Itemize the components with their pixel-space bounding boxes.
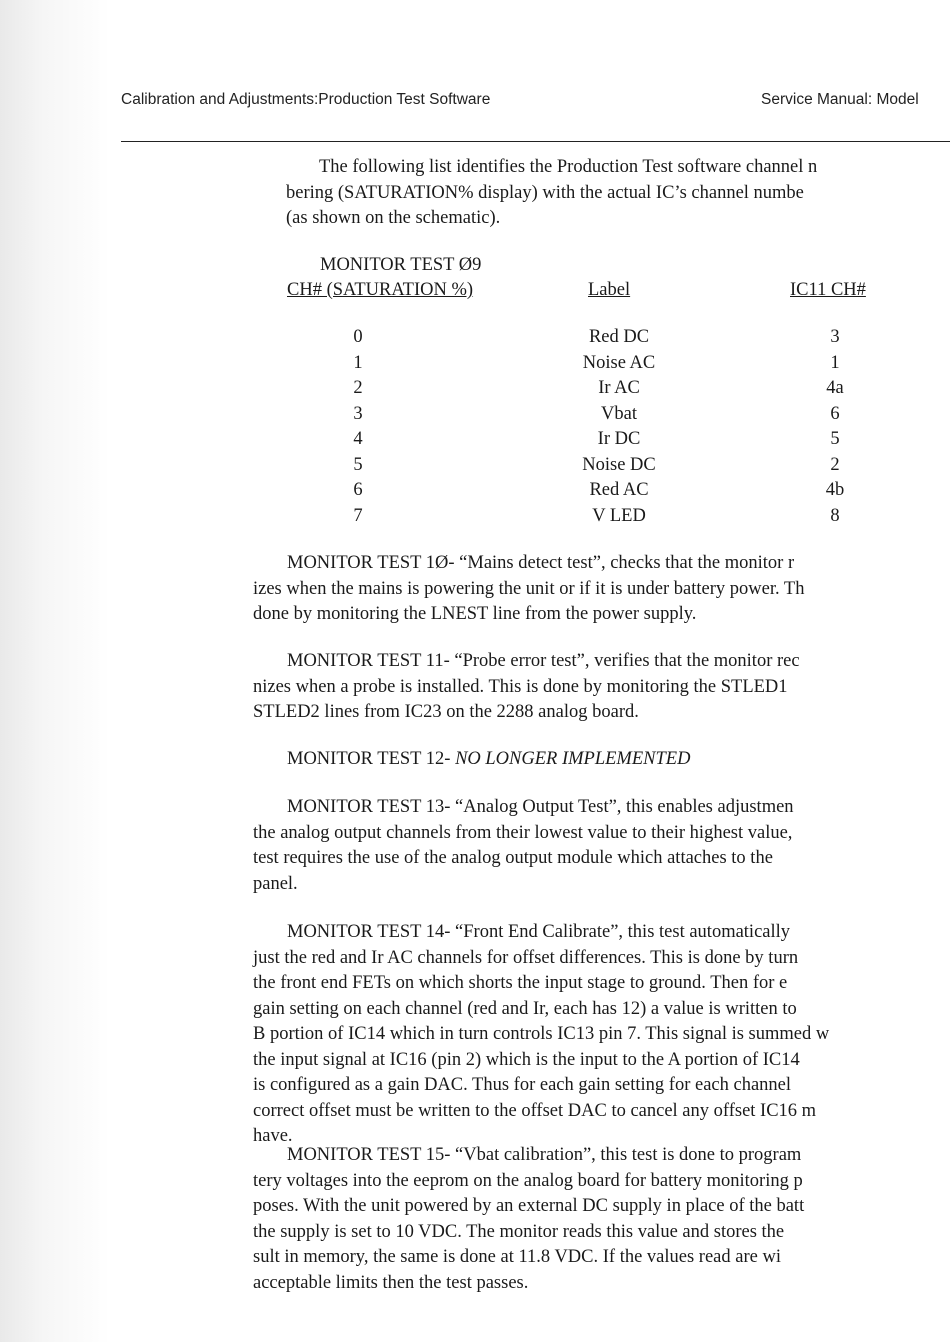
table-cell: Noise DC — [582, 454, 656, 475]
text-line: tery voltages into the eeprom on the analog board for battery monitoring p — [253, 1170, 803, 1191]
page-shadow — [0, 0, 110, 1342]
text-line: the input signal at IC16 (pin 2) which is the input to the A portion of IC14 — [253, 1049, 800, 1070]
table-cell: Red AC — [589, 480, 649, 500]
column-label — [558, 325, 680, 529]
text-line: the supply is set to 10 VDC. The monitor reads this value and stores the — [253, 1221, 785, 1242]
text-line: MONITOR TEST 13- “Analog Output Test”, this enables adjustmen — [287, 797, 794, 817]
test10-paragraph — [253, 551, 950, 628]
text-line: correct offset must be written to the offset DAC to cancel any offset IC16 m — [253, 1100, 817, 1121]
table-cell: 0 — [353, 327, 363, 347]
table-cell: 8 — [830, 505, 840, 526]
header-rule — [121, 141, 950, 142]
running-header-left: Calibration and Adjustments:Production Test Software — [121, 91, 491, 108]
test12-note: NO LONGER IMPLEMENTED — [455, 749, 691, 769]
test14-paragraph — [253, 920, 950, 1150]
text-line: MONITOR TEST 1Ø- “Mains detect test”, checks that the monitor r — [287, 553, 795, 573]
text-line: nizes when a probe is installed. This is done by monitoring the STLED1 — [253, 676, 788, 697]
table-cell: Red DC — [588, 327, 650, 347]
text-line: the front end FETs on which shorts the input stage to ground. Then for e — [253, 973, 788, 993]
table-cell: 6 — [353, 480, 363, 500]
table-cell: Ir AC — [598, 378, 640, 398]
table-cell: 4 — [353, 429, 363, 449]
text-line — [253, 747, 950, 773]
text-line: MONITOR TEST 14- “Front End Calibrate”, this test automatically — [287, 922, 791, 942]
table-cell: 3 — [353, 403, 363, 424]
test13-paragraph — [253, 795, 950, 897]
test12-paragraph — [253, 747, 950, 773]
text-line: gain setting on each channel (red and Ir, each has 12) a value is written to — [253, 998, 797, 1019]
text-line: The following list identifies the Production Test software channel n — [319, 157, 818, 177]
column-header-channel: CH# (SATURATION %) — [287, 280, 474, 300]
table-cell: V LED — [592, 505, 646, 526]
table-cell: 1 — [353, 352, 363, 373]
test11-paragraph — [253, 649, 950, 726]
column-channel — [328, 325, 388, 529]
text-line: is configured as a gain DAC. Thus for each gain setting for each channel — [253, 1075, 792, 1095]
text-line: panel. — [253, 873, 298, 894]
column-header-label: Label — [588, 280, 631, 300]
text-line: the analog output channels from their lowest value to their highest value, — [253, 822, 793, 843]
table-cell: 4b — [825, 480, 845, 500]
table-cell: Ir DC — [597, 429, 641, 449]
text-line: B portion of IC14 which in turn controls IC13 pin 7. This signal is summed w — [253, 1024, 830, 1044]
text-line: done by monitoring the LNEST line from the power supply. — [253, 604, 697, 624]
text-line: (as shown on the schematic). — [286, 208, 501, 228]
table-cell: 3 — [830, 327, 840, 347]
table-cell: Noise AC — [582, 352, 656, 373]
table-cell: 5 — [830, 429, 840, 449]
text-line: MONITOR TEST 11- “Probe error test”, verifies that the monitor rec — [287, 651, 800, 671]
test15-paragraph — [253, 1143, 950, 1296]
text-line: test requires the use of the analog output module which attaches to the — [253, 848, 773, 868]
text-line: poses. With the unit powered by an external DC supply in place of the batt — [253, 1196, 805, 1216]
table-cell: 2 — [353, 378, 363, 398]
running-header-right: Service Manual: Model — [761, 91, 919, 108]
text-line: acceptable limits then the test passes. — [253, 1272, 529, 1293]
table-cell: 1 — [830, 352, 840, 373]
text-line: have. — [253, 1126, 293, 1146]
table-cell: 2 — [830, 454, 840, 475]
table-cell: 7 — [353, 505, 363, 526]
test12-prefix: MONITOR TEST 12- — [287, 749, 456, 769]
table-cell: Vbat — [601, 403, 637, 424]
text-line: bering (SATURATION% display) with the actual IC’s channel numbe — [286, 182, 804, 203]
table-cell: 5 — [353, 454, 363, 475]
text-line: STLED2 lines from IC23 on the 2288 analog board. — [253, 702, 639, 722]
text-line: just the red and Ir AC channels for offset differences. This is done by turn — [253, 947, 799, 968]
table-title: MONITOR TEST Ø9 — [320, 255, 482, 275]
text-line: sult in memory, the same is done at 11.8 VDC. If the values read are wi — [253, 1247, 781, 1267]
intro-paragraph — [253, 155, 950, 232]
text-line: izes when the mains is powering the unit or if it is under battery power. Th — [253, 578, 805, 599]
column-ic11 — [805, 325, 865, 529]
table-cell: 4a — [826, 378, 844, 398]
column-header-ic11: IC11 CH# — [790, 280, 866, 300]
table-cell: 6 — [830, 403, 840, 424]
text-line: MONITOR TEST 15- “Vbat calibration”, this test is done to program — [287, 1145, 802, 1165]
